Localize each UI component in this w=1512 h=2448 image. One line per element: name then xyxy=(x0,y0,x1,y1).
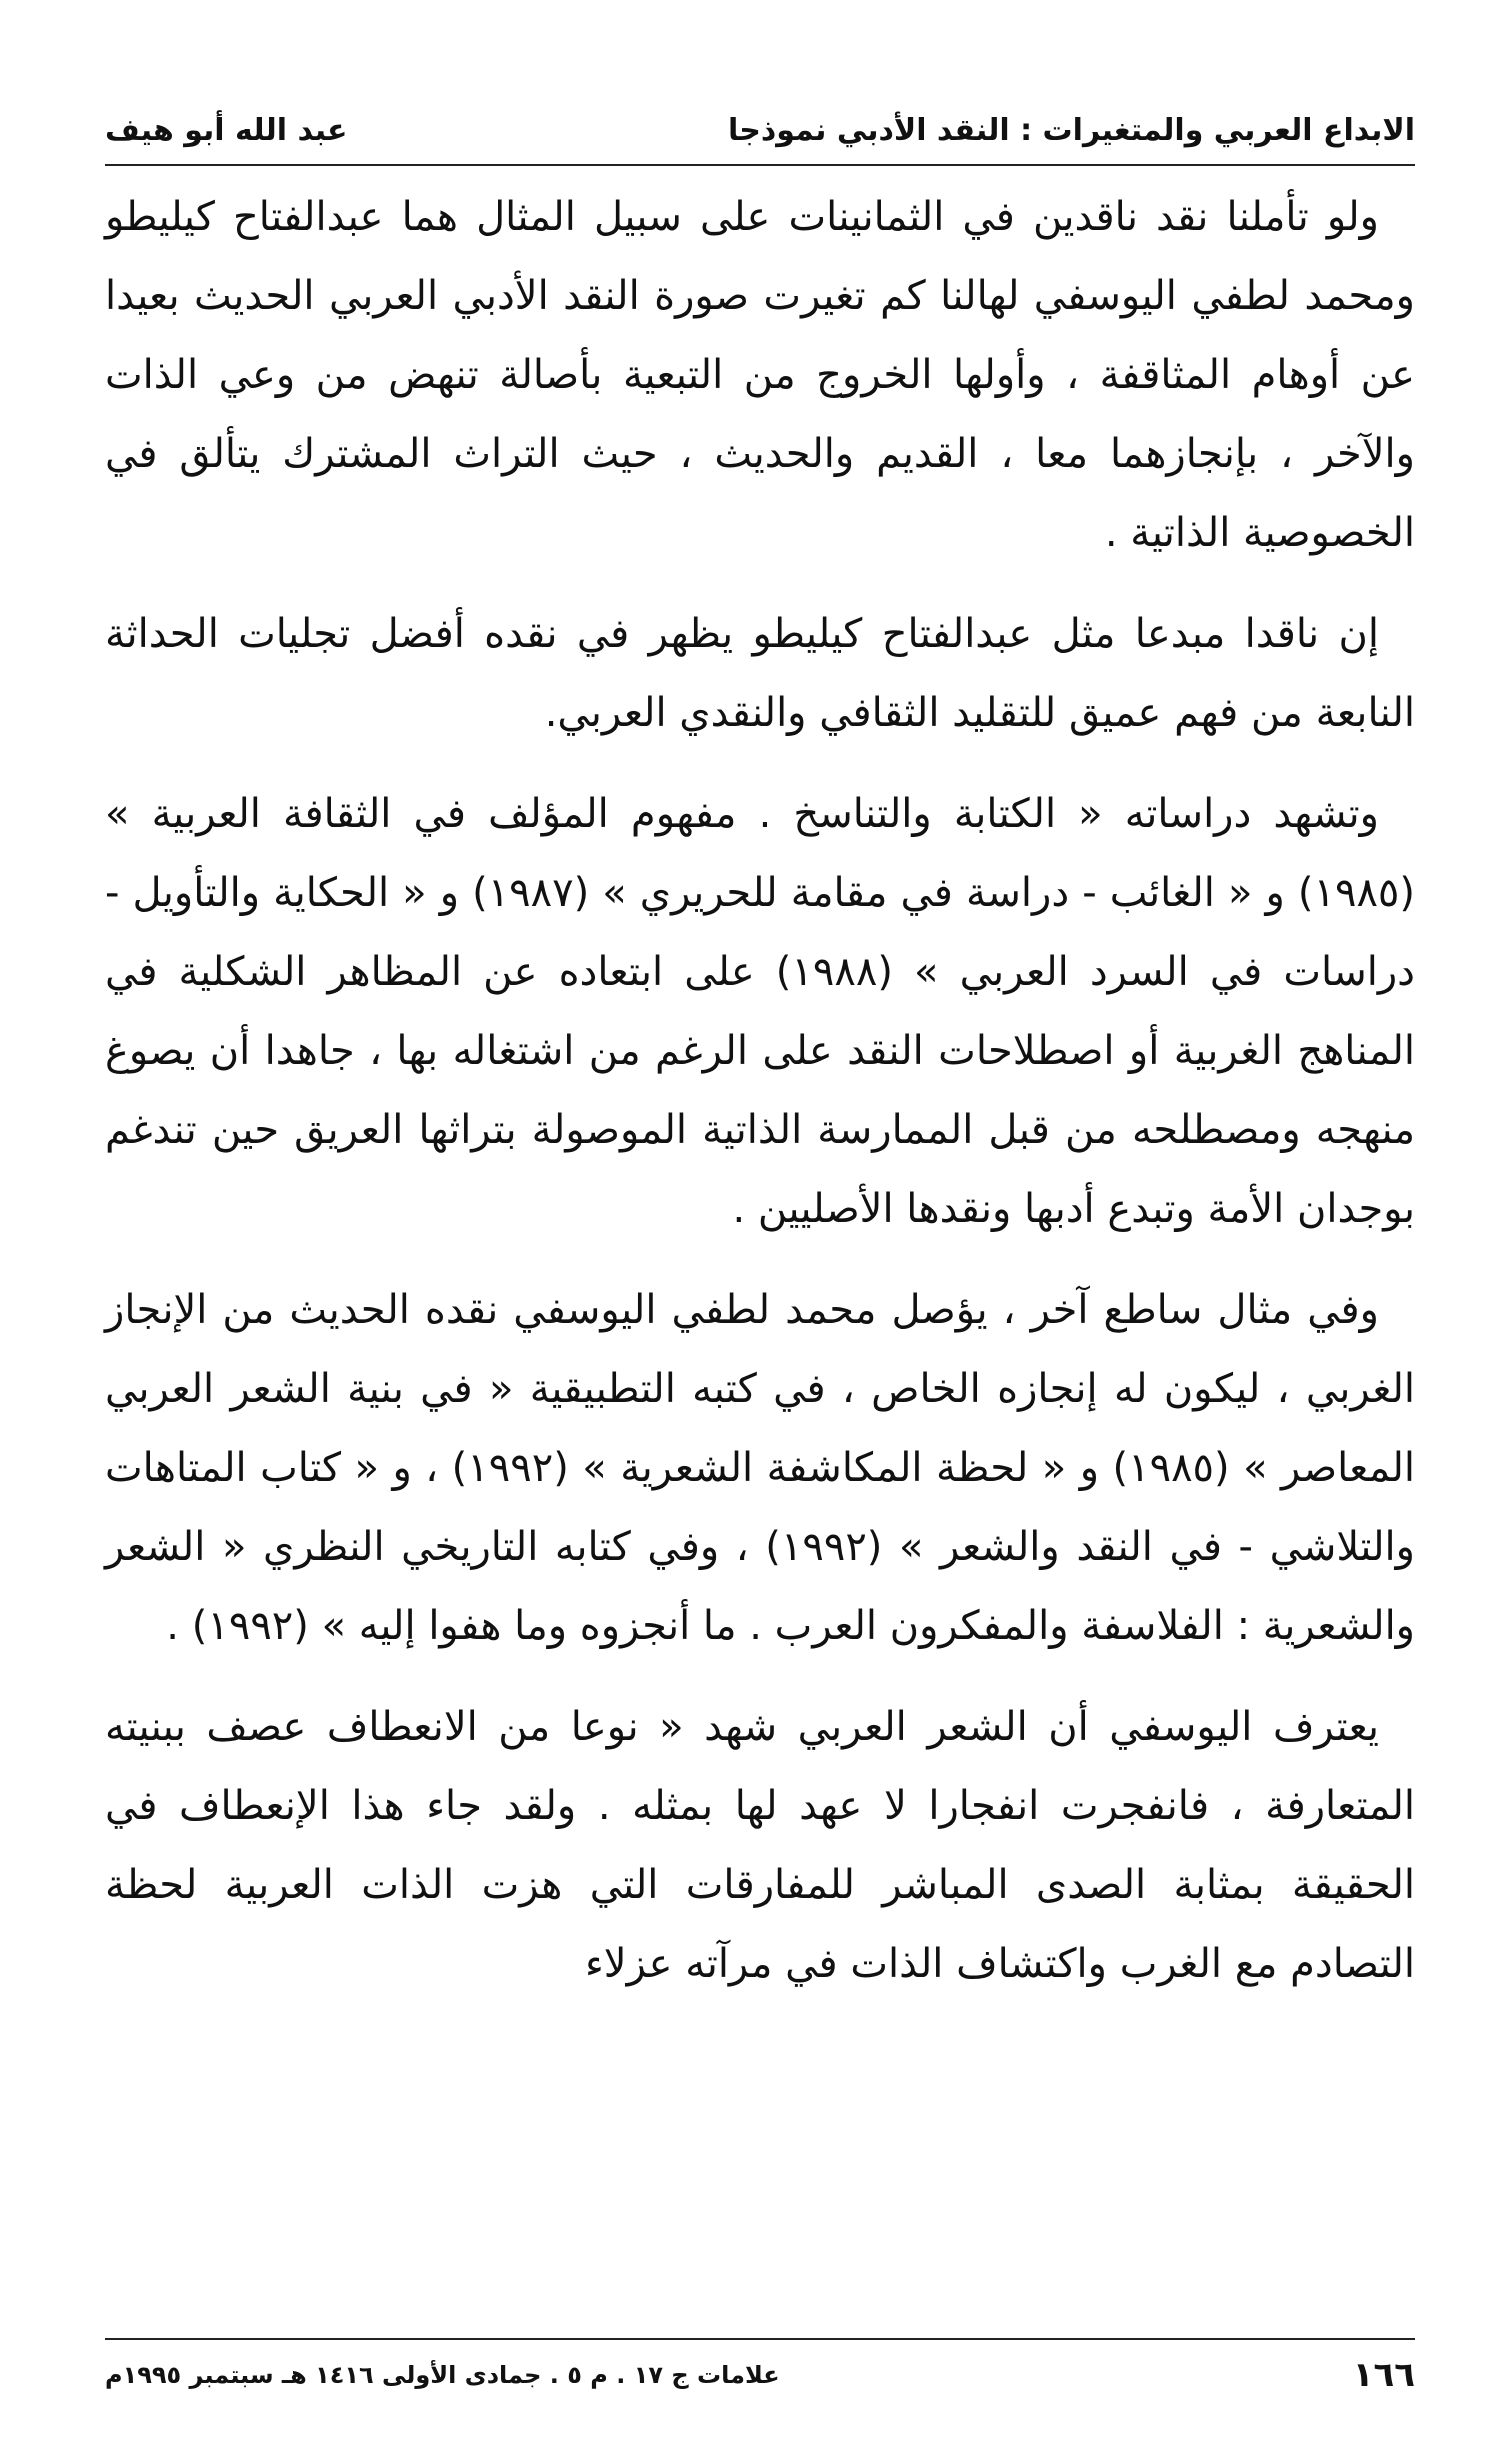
header-divider xyxy=(105,164,1415,166)
paragraph-5: يعترف اليوسفي أن الشعر العربي شهد « نوعا من الانعطاف عصف ببنيته المتعارفة ، فانفجرت انفجارا لا عهد لها بمثله . ولقد جاء هذا الإنعطاف في الحقيقة بمثابة الصدى المباشر للمفارقات التي هزت الذات العربية لحظة التصادم مع الغرب واكتشاف الذات في مرآته عزلاء xyxy=(105,1704,1415,1987)
paragraph-1: ولو تأملنا نقد ناقدين في الثمانينات على سبيل المثال هما عبدالفتاح كيليطو ومحمد لطفي اليوسفي لهالنا كم تغيرت صورة النقد الأدبي العربي الحديث بعيدا عن أوهام المثاقفة ، وأولها الخروج من التبعية بأصالة تنهض من وعي الذات والآخر ، بإنجازهما معا ، القديم والحديث ، حيث التراث المشترك يتألق في الخصوصية الذاتية . xyxy=(105,194,1415,556)
paragraph-4: وفي مثال ساطع آخر ، يؤصل محمد لطفي اليوسفي نقده الحديث من الإنجاز الغربي ، ليكون له إنجازه الخاص ، في كتبه التطبيقية « في بنية الشعر العربي المعاصر » (١٩٨٥) و « لحظة المكاشفة الشعرية » (١٩٩٢) ، و « كتاب المتاهات والتلاشي - في النقد والشعر » (١٩٩٢) ، وفي كتابه التاريخي النظري « الشعر والشعرية : الفلاسفة والمفكرون العرب . ما أنجزوه وما هفوا إليه » (١٩٩٢) . xyxy=(105,1287,1416,1649)
page-number: ١٦٦ xyxy=(1352,2355,1415,2395)
journal-info: علامات ج ١٧ . م ٥ . جمادى الأولى ١٤١٦ هـ سبتمبر ١٩٩٥م xyxy=(105,2361,780,2389)
running-header xyxy=(105,100,1415,160)
header-title: الابداع العربي والمتغيرات : النقد الأدبي نموذجا xyxy=(727,112,1415,148)
book-page xyxy=(105,60,1415,2400)
footer-divider xyxy=(105,2338,1415,2340)
paragraph-3: وتشهد دراساته « الكتابة والتناسخ . مفهوم المؤلف في الثقافة العربية » (١٩٨٥) و « الغائب - دراسة في مقامة للحريري » (١٩٨٧) و « الحكاية والتأويل - دراسات في السرد العربي » (١٩٨٨) على ابتعاده عن المظاهر الشكلية في المناهج الغربية أو اصطلاحات النقد على الرغم من اشتغاله بها ، جاهدا أن يصوغ منهجه ومصطلحه من قبل الممارسة الذاتية الموصولة بتراثها العريق حين تندغم بوجدان الأمة وتبدع أدبها ونقدها الأصليين . xyxy=(105,791,1416,1232)
header-author: عبد الله أبو هيف xyxy=(105,112,348,148)
paragraph-2: إن ناقدا مبدعا مثل عبدالفتاح كيليطو يظهر في نقده أفضل تجليات الحداثة النابعة من فهم عميق للتقليد الثقافي والنقدي العربي. xyxy=(105,611,1415,736)
page-footer xyxy=(105,2350,1415,2400)
body-text xyxy=(105,178,1415,2026)
